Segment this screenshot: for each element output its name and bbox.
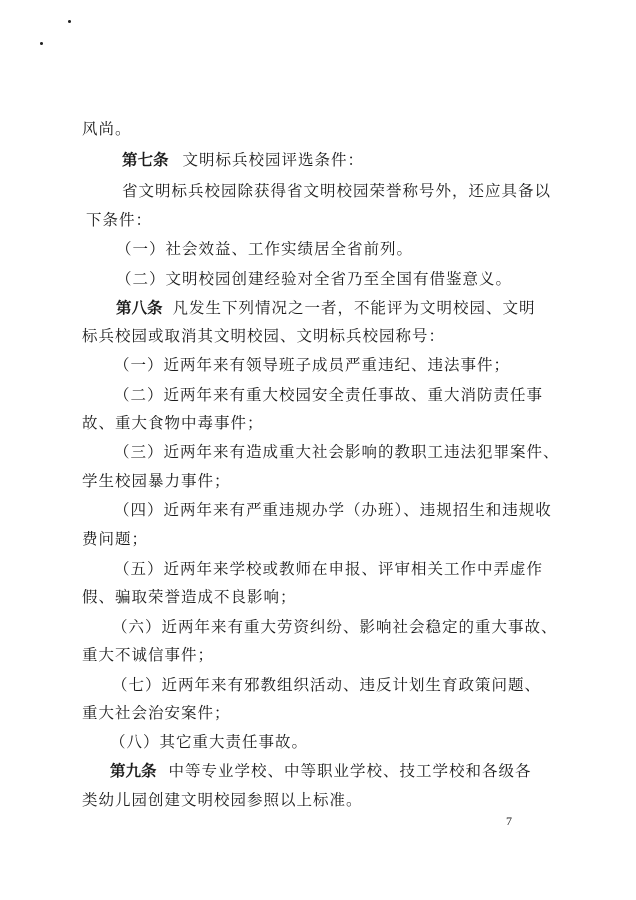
text-line: 重大社会治安案件； bbox=[82, 704, 231, 722]
list-item: （四）近两年来有严重违规办学（办班）、违规招生和违规收 bbox=[114, 501, 552, 519]
scan-speck bbox=[40, 42, 43, 45]
list-item: （五）近两年来学校或教师在申报、评审相关工作中弄虚作 bbox=[114, 560, 544, 578]
text-line: 故、重大食物中毒事件； bbox=[82, 414, 264, 432]
text-line: 风尚。 bbox=[82, 120, 132, 138]
text-line: 省文明标兵校园除获得省文明校园荣誉称号外，还应具备以 bbox=[122, 182, 552, 200]
text-line: 假、骗取荣誉造成不良影响； bbox=[82, 588, 297, 606]
article-number: 第七条 bbox=[122, 151, 169, 169]
list-item: （八）其它重大责任事故。 bbox=[110, 733, 309, 751]
text-line: 标兵校园或取消其文明校园、文明标兵校园称号： bbox=[82, 327, 446, 345]
article-7-heading: 第七条 文明标兵校园评选条件： bbox=[122, 151, 365, 169]
text-line: 类幼儿园创建文明校园参照以上标准。 bbox=[82, 791, 363, 809]
article-8-heading: 第八条 凡发生下列情况之一者，不能评为文明校园、文明 bbox=[116, 299, 536, 317]
page-number: 7 bbox=[506, 814, 512, 828]
text-line: 重大不诚信事件； bbox=[82, 646, 215, 664]
text-line: 学生校园暴力事件； bbox=[82, 472, 231, 490]
list-item: （七）近两年来有邪教组织活动、违反计划生育政策问题、 bbox=[112, 676, 542, 694]
text-line: 费问题； bbox=[82, 530, 149, 548]
scan-speck bbox=[68, 20, 71, 23]
article-number: 第九条 bbox=[110, 762, 157, 780]
article-number: 第八条 bbox=[116, 299, 163, 317]
text-line: 下条件： bbox=[86, 211, 153, 229]
article-9-heading: 第九条 中等专业学校、中等职业学校、技工学校和各级各 bbox=[110, 762, 532, 780]
list-item: （一）社会效益、工作实绩居全省前列。 bbox=[116, 240, 414, 258]
list-item: （二）近两年来有重大校园安全责任事故、重大消防责任事 bbox=[114, 386, 544, 404]
list-item: （六）近两年来有重大劳资纠纷、影响社会稳定的重大事故、 bbox=[112, 618, 558, 636]
list-item: （一）近两年来有领导班子成员严重违纪、违法事件； bbox=[114, 356, 511, 374]
list-item: （二）文明校园创建经验对全省乃至全国有借鉴意义。 bbox=[116, 270, 513, 288]
list-item: （三）近两年来有造成重大社会影响的教职工违法犯罪案件、 bbox=[114, 443, 560, 461]
